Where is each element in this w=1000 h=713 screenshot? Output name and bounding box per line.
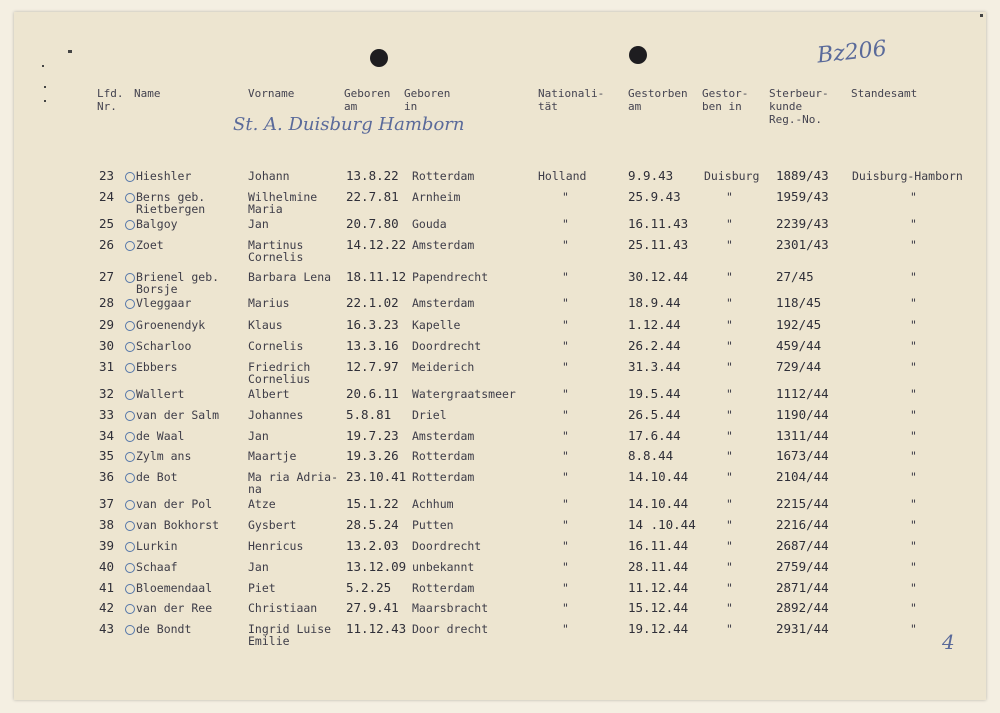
row-name: Wallert (136, 387, 185, 401)
row-geboren-am: 19.7.23 (346, 428, 399, 443)
row-reg-no: 2892/44 (776, 600, 829, 615)
row-geboren-in: Rotterdam (412, 581, 475, 595)
row-gestorben-in: " (726, 217, 733, 231)
check-circle-mark (125, 342, 135, 352)
row-name: Groenendyk (136, 318, 206, 332)
row-name: Balgoy (136, 217, 178, 231)
row-number: 40 (99, 559, 115, 574)
row-gestorben-am: 31.3.44 (628, 359, 681, 374)
row-standesamt: " (910, 560, 917, 574)
row-name: van Bokhorst (136, 518, 220, 532)
row-gestorben-in: " (726, 318, 733, 332)
row-nationalitaet: " (562, 339, 569, 353)
row-standesamt: " (910, 270, 917, 284)
check-circle-mark (125, 363, 135, 373)
row-reg-no: 1889/43 (776, 168, 829, 183)
row-gestorben-am: 18.9.44 (628, 295, 681, 310)
row-gestorben-am: 9.9.43 (628, 168, 674, 183)
row-reg-no: 2239/43 (776, 216, 829, 231)
row-reg-no: 2215/44 (776, 496, 829, 511)
check-circle-mark (125, 521, 135, 531)
row-geboren-in: Driel (412, 408, 447, 422)
check-circle-mark (125, 220, 135, 230)
row-gestorben-in: " (726, 581, 733, 595)
row-number: 37 (99, 496, 115, 511)
row-geboren-am: 19.3.26 (346, 448, 399, 463)
row-geboren-am: 18.11.12 (346, 269, 407, 284)
row-standesamt: " (910, 238, 917, 252)
row-number: 38 (99, 517, 115, 532)
row-gestorben-am: 17.6.44 (628, 428, 681, 443)
row-geboren-in: Arnheim (412, 190, 461, 204)
row-standesamt: " (910, 296, 917, 310)
check-circle-mark (125, 411, 135, 421)
header-gestorben-am: Gestorben am (628, 87, 688, 113)
row-gestorben-in: " (726, 238, 733, 252)
row-nationalitaet: " (562, 539, 569, 553)
row-gestorben-in: " (726, 449, 733, 463)
check-circle-mark (125, 625, 135, 635)
row-geboren-am: 13.2.03 (346, 538, 399, 553)
row-standesamt: " (910, 497, 917, 511)
row-standesamt: " (910, 518, 917, 532)
row-nationalitaet: " (562, 449, 569, 463)
row-geboren-am: 5.8.81 (346, 407, 392, 422)
row-geboren-am: 20.6.11 (346, 386, 399, 401)
row-gestorben-in: " (726, 601, 733, 615)
row-reg-no: 1190/44 (776, 407, 829, 422)
row-vorname: Cornelis (248, 339, 304, 353)
row-geboren-am: 27.9.41 (346, 600, 399, 615)
row-nationalitaet: Holland (538, 169, 587, 183)
row-gestorben-am: 8.8.44 (628, 448, 674, 463)
row-name: Brienel geb. Borsje (136, 270, 220, 296)
row-reg-no: 2104/44 (776, 469, 829, 484)
row-gestorben-am: 14.10.44 (628, 496, 689, 511)
row-reg-no: 1673/44 (776, 448, 829, 463)
row-vorname: Barbara Lena (248, 270, 332, 284)
check-circle-mark (125, 432, 135, 442)
row-vorname: Gysbert (248, 518, 297, 532)
row-gestorben-am: 11.12.44 (628, 580, 689, 595)
row-geboren-in: Achhum (412, 497, 454, 511)
check-circle-mark (125, 273, 135, 283)
row-reg-no: 2687/44 (776, 538, 829, 553)
check-circle-mark (125, 500, 135, 510)
row-standesamt: " (910, 581, 917, 595)
row-standesamt: " (910, 622, 917, 636)
row-geboren-am: 15.1.22 (346, 496, 399, 511)
row-nationalitaet: " (562, 429, 569, 443)
row-gestorben-in: " (726, 360, 733, 374)
row-number: 32 (99, 386, 115, 401)
row-name: Vleggaar (136, 296, 192, 310)
row-number: 42 (99, 600, 115, 615)
row-geboren-in: Amsterdam (412, 296, 475, 310)
row-reg-no: 1311/44 (776, 428, 829, 443)
row-reg-no: 2931/44 (776, 621, 829, 636)
row-gestorben-in: Duisburg (704, 169, 760, 183)
row-reg-no: 729/44 (776, 359, 822, 374)
row-geboren-in: Watergraatsmeer (412, 387, 516, 401)
row-name: Scharloo (136, 339, 192, 353)
row-number: 41 (99, 580, 115, 595)
row-number: 30 (99, 338, 115, 353)
row-reg-no: 118/45 (776, 295, 822, 310)
row-number: 33 (99, 407, 115, 422)
row-geboren-am: 13.8.22 (346, 168, 399, 183)
row-name: van der Salm (136, 408, 220, 422)
row-gestorben-am: 14 .10.44 (628, 517, 696, 532)
row-gestorben-in: " (726, 387, 733, 401)
row-geboren-am: 5.2.25 (346, 580, 392, 595)
row-geboren-in: Rotterdam (412, 169, 475, 183)
row-vorname: Friedrich Cornelius (248, 360, 311, 386)
row-geboren-in: Amsterdam (412, 238, 475, 252)
header-gestorben-in: Gestor- ben in (702, 87, 749, 113)
corner-mark: 4 (942, 630, 955, 654)
row-geboren-in: Door drecht (412, 622, 489, 636)
row-gestorben-am: 26.2.44 (628, 338, 681, 353)
row-geboren-am: 14.12.22 (346, 237, 407, 252)
row-name: Schaaf (136, 560, 178, 574)
row-gestorben-in: " (726, 560, 733, 574)
row-standesamt: " (910, 408, 917, 422)
row-vorname: Jan (248, 560, 269, 574)
row-standesamt: " (910, 339, 917, 353)
row-nationalitaet: " (562, 408, 569, 422)
row-geboren-in: Papendrecht (412, 270, 489, 284)
row-reg-no: 1959/43 (776, 189, 829, 204)
row-name: Zylm ans (136, 449, 192, 463)
row-name: van der Ree (136, 601, 213, 615)
row-reg-no: 459/44 (776, 338, 822, 353)
row-vorname: Martinus Cornelis (248, 238, 304, 264)
check-circle-mark (125, 321, 135, 331)
row-vorname: Wilhelmine Maria (248, 190, 318, 216)
row-nationalitaet: " (562, 217, 569, 231)
row-gestorben-in: " (726, 408, 733, 422)
row-nationalitaet: " (562, 318, 569, 332)
header-geboren-in: Geboren in (404, 87, 451, 113)
row-number: 29 (99, 317, 115, 332)
row-name: Ebbers (136, 360, 178, 374)
row-geboren-in: Maarsbracht (412, 601, 489, 615)
row-number: 36 (99, 469, 115, 484)
row-vorname: Ingrid Luise Emilie (248, 622, 332, 648)
row-gestorben-am: 26.5.44 (628, 407, 681, 422)
row-gestorben-in: " (726, 470, 733, 484)
row-vorname: Albert (248, 387, 290, 401)
row-vorname: Henricus (248, 539, 304, 553)
row-standesamt: " (910, 449, 917, 463)
row-reg-no: 27/45 (776, 269, 814, 284)
check-circle-mark (125, 563, 135, 573)
row-geboren-in: Gouda (412, 217, 447, 231)
row-number: 27 (99, 269, 115, 284)
row-standesamt: " (910, 360, 917, 374)
row-geboren-am: 23.10.41 (346, 469, 407, 484)
row-name: de Bot (136, 470, 178, 484)
row-vorname: Jan (248, 217, 269, 231)
row-geboren-in: Doordrecht (412, 339, 482, 353)
row-number: 23 (99, 168, 115, 183)
row-reg-no: 2871/44 (776, 580, 829, 595)
row-vorname: Ma ria Adria- na (248, 470, 339, 496)
check-circle-mark (125, 604, 135, 614)
check-circle-mark (125, 241, 135, 251)
row-reg-no: 1112/44 (776, 386, 829, 401)
row-vorname: Klaus (248, 318, 283, 332)
row-gestorben-in: " (726, 539, 733, 553)
row-gestorben-am: 1.12.44 (628, 317, 681, 332)
row-name: Lurkin (136, 539, 178, 553)
row-geboren-in: Rotterdam (412, 470, 475, 484)
row-number: 25 (99, 216, 115, 231)
row-nationalitaet: " (562, 560, 569, 574)
row-standesamt: " (910, 539, 917, 553)
row-nationalitaet: " (562, 601, 569, 615)
row-gestorben-am: 19.12.44 (628, 621, 689, 636)
row-vorname: Maartje (248, 449, 297, 463)
row-reg-no: 2301/43 (776, 237, 829, 252)
row-gestorben-am: 15.12.44 (628, 600, 689, 615)
check-circle-mark (125, 542, 135, 552)
row-nationalitaet: " (562, 581, 569, 595)
row-geboren-in: unbekannt (412, 560, 475, 574)
row-nationalitaet: " (562, 270, 569, 284)
check-circle-mark (125, 584, 135, 594)
header-name: Name (134, 87, 161, 100)
row-nationalitaet: " (562, 387, 569, 401)
row-gestorben-am: 16.11.43 (628, 216, 689, 231)
row-nationalitaet: " (562, 238, 569, 252)
row-number: 34 (99, 428, 115, 443)
row-standesamt: " (910, 318, 917, 332)
row-nationalitaet: " (562, 518, 569, 532)
row-nationalitaet: " (562, 622, 569, 636)
row-geboren-in: Amsterdam (412, 429, 475, 443)
row-gestorben-am: 28.11.44 (628, 559, 689, 574)
row-geboren-am: 22.7.81 (346, 189, 399, 204)
row-geboren-in: Putten (412, 518, 454, 532)
row-name: van der Pol (136, 497, 213, 511)
header-nationalitaet: Nationali- tät (538, 87, 605, 113)
check-circle-mark (125, 473, 135, 483)
row-geboren-am: 22.1.02 (346, 295, 399, 310)
row-vorname: Piet (248, 581, 276, 595)
row-nationalitaet: " (562, 470, 569, 484)
row-gestorben-in: " (726, 497, 733, 511)
row-name: Hieshler (136, 169, 192, 183)
check-circle-mark (125, 172, 135, 182)
row-vorname: Christiaan (248, 601, 318, 615)
row-gestorben-in: " (726, 429, 733, 443)
row-standesamt: " (910, 429, 917, 443)
row-reg-no: 2216/44 (776, 517, 829, 532)
row-gestorben-am: 25.9.43 (628, 189, 681, 204)
check-circle-mark (125, 299, 135, 309)
row-gestorben-in: " (726, 622, 733, 636)
header-geboren-am: Geboren am (344, 87, 391, 113)
row-standesamt: " (910, 387, 917, 401)
row-vorname: Johann (248, 169, 290, 183)
row-standesamt: Duisburg-Hamborn (852, 169, 963, 183)
check-circle-mark (125, 452, 135, 462)
header-vorname: Vorname (248, 87, 295, 100)
row-geboren-am: 20.7.80 (346, 216, 399, 231)
row-geboren-in: Rotterdam (412, 449, 475, 463)
check-circle-mark (125, 193, 135, 203)
header-standesamt: Standesamt (851, 87, 918, 100)
row-number: 39 (99, 538, 115, 553)
row-number: 31 (99, 359, 115, 374)
header-lfd-nr: Lfd. Nr. (97, 87, 124, 113)
row-number: 24 (99, 189, 115, 204)
row-nationalitaet: " (562, 296, 569, 310)
row-gestorben-am: 14.10.44 (628, 469, 689, 484)
place-note: St. A. Duisburg Hamborn (233, 114, 465, 135)
row-reg-no: 2759/44 (776, 559, 829, 574)
row-name: Berns geb. Rietbergen (136, 190, 206, 216)
row-gestorben-in: " (726, 190, 733, 204)
row-geboren-am: 28.5.24 (346, 517, 399, 532)
row-standesamt: " (910, 190, 917, 204)
row-gestorben-in: " (726, 339, 733, 353)
row-nationalitaet: " (562, 190, 569, 204)
row-number: 43 (99, 621, 115, 636)
archive-number: Bz206 (815, 36, 888, 69)
row-standesamt: " (910, 601, 917, 615)
row-geboren-am: 12.7.97 (346, 359, 399, 374)
row-name: de Waal (136, 429, 185, 443)
row-gestorben-in: " (726, 296, 733, 310)
row-gestorben-in: " (726, 270, 733, 284)
header-sterbeurkunde: Sterbeur- kunde Reg.-No. (769, 87, 829, 126)
row-reg-no: 192/45 (776, 317, 822, 332)
check-circle-mark (125, 390, 135, 400)
row-geboren-am: 13.3.16 (346, 338, 399, 353)
row-number: 35 (99, 448, 115, 463)
row-geboren-in: Kapelle (412, 318, 461, 332)
row-number: 26 (99, 237, 115, 252)
row-geboren-am: 16.3.23 (346, 317, 399, 332)
row-vorname: Marius (248, 296, 290, 310)
row-nationalitaet: " (562, 360, 569, 374)
row-gestorben-am: 16.11.44 (628, 538, 689, 553)
row-vorname: Johannes (248, 408, 304, 422)
row-gestorben-in: " (726, 518, 733, 532)
row-geboren-am: 13.12.09 (346, 559, 407, 574)
row-geboren-in: Doordrecht (412, 539, 482, 553)
row-geboren-am: 11.12.43 (346, 621, 407, 636)
row-name: de Bondt (136, 622, 192, 636)
row-number: 28 (99, 295, 115, 310)
row-vorname: Jan (248, 429, 269, 443)
row-gestorben-am: 25.11.43 (628, 237, 689, 252)
row-standesamt: " (910, 470, 917, 484)
row-geboren-in: Meiderich (412, 360, 475, 374)
row-gestorben-am: 19.5.44 (628, 386, 681, 401)
row-standesamt: " (910, 217, 917, 231)
row-gestorben-am: 30.12.44 (628, 269, 689, 284)
row-name: Bloemendaal (136, 581, 213, 595)
row-nationalitaet: " (562, 497, 569, 511)
row-vorname: Atze (248, 497, 276, 511)
row-name: Zoet (136, 238, 164, 252)
